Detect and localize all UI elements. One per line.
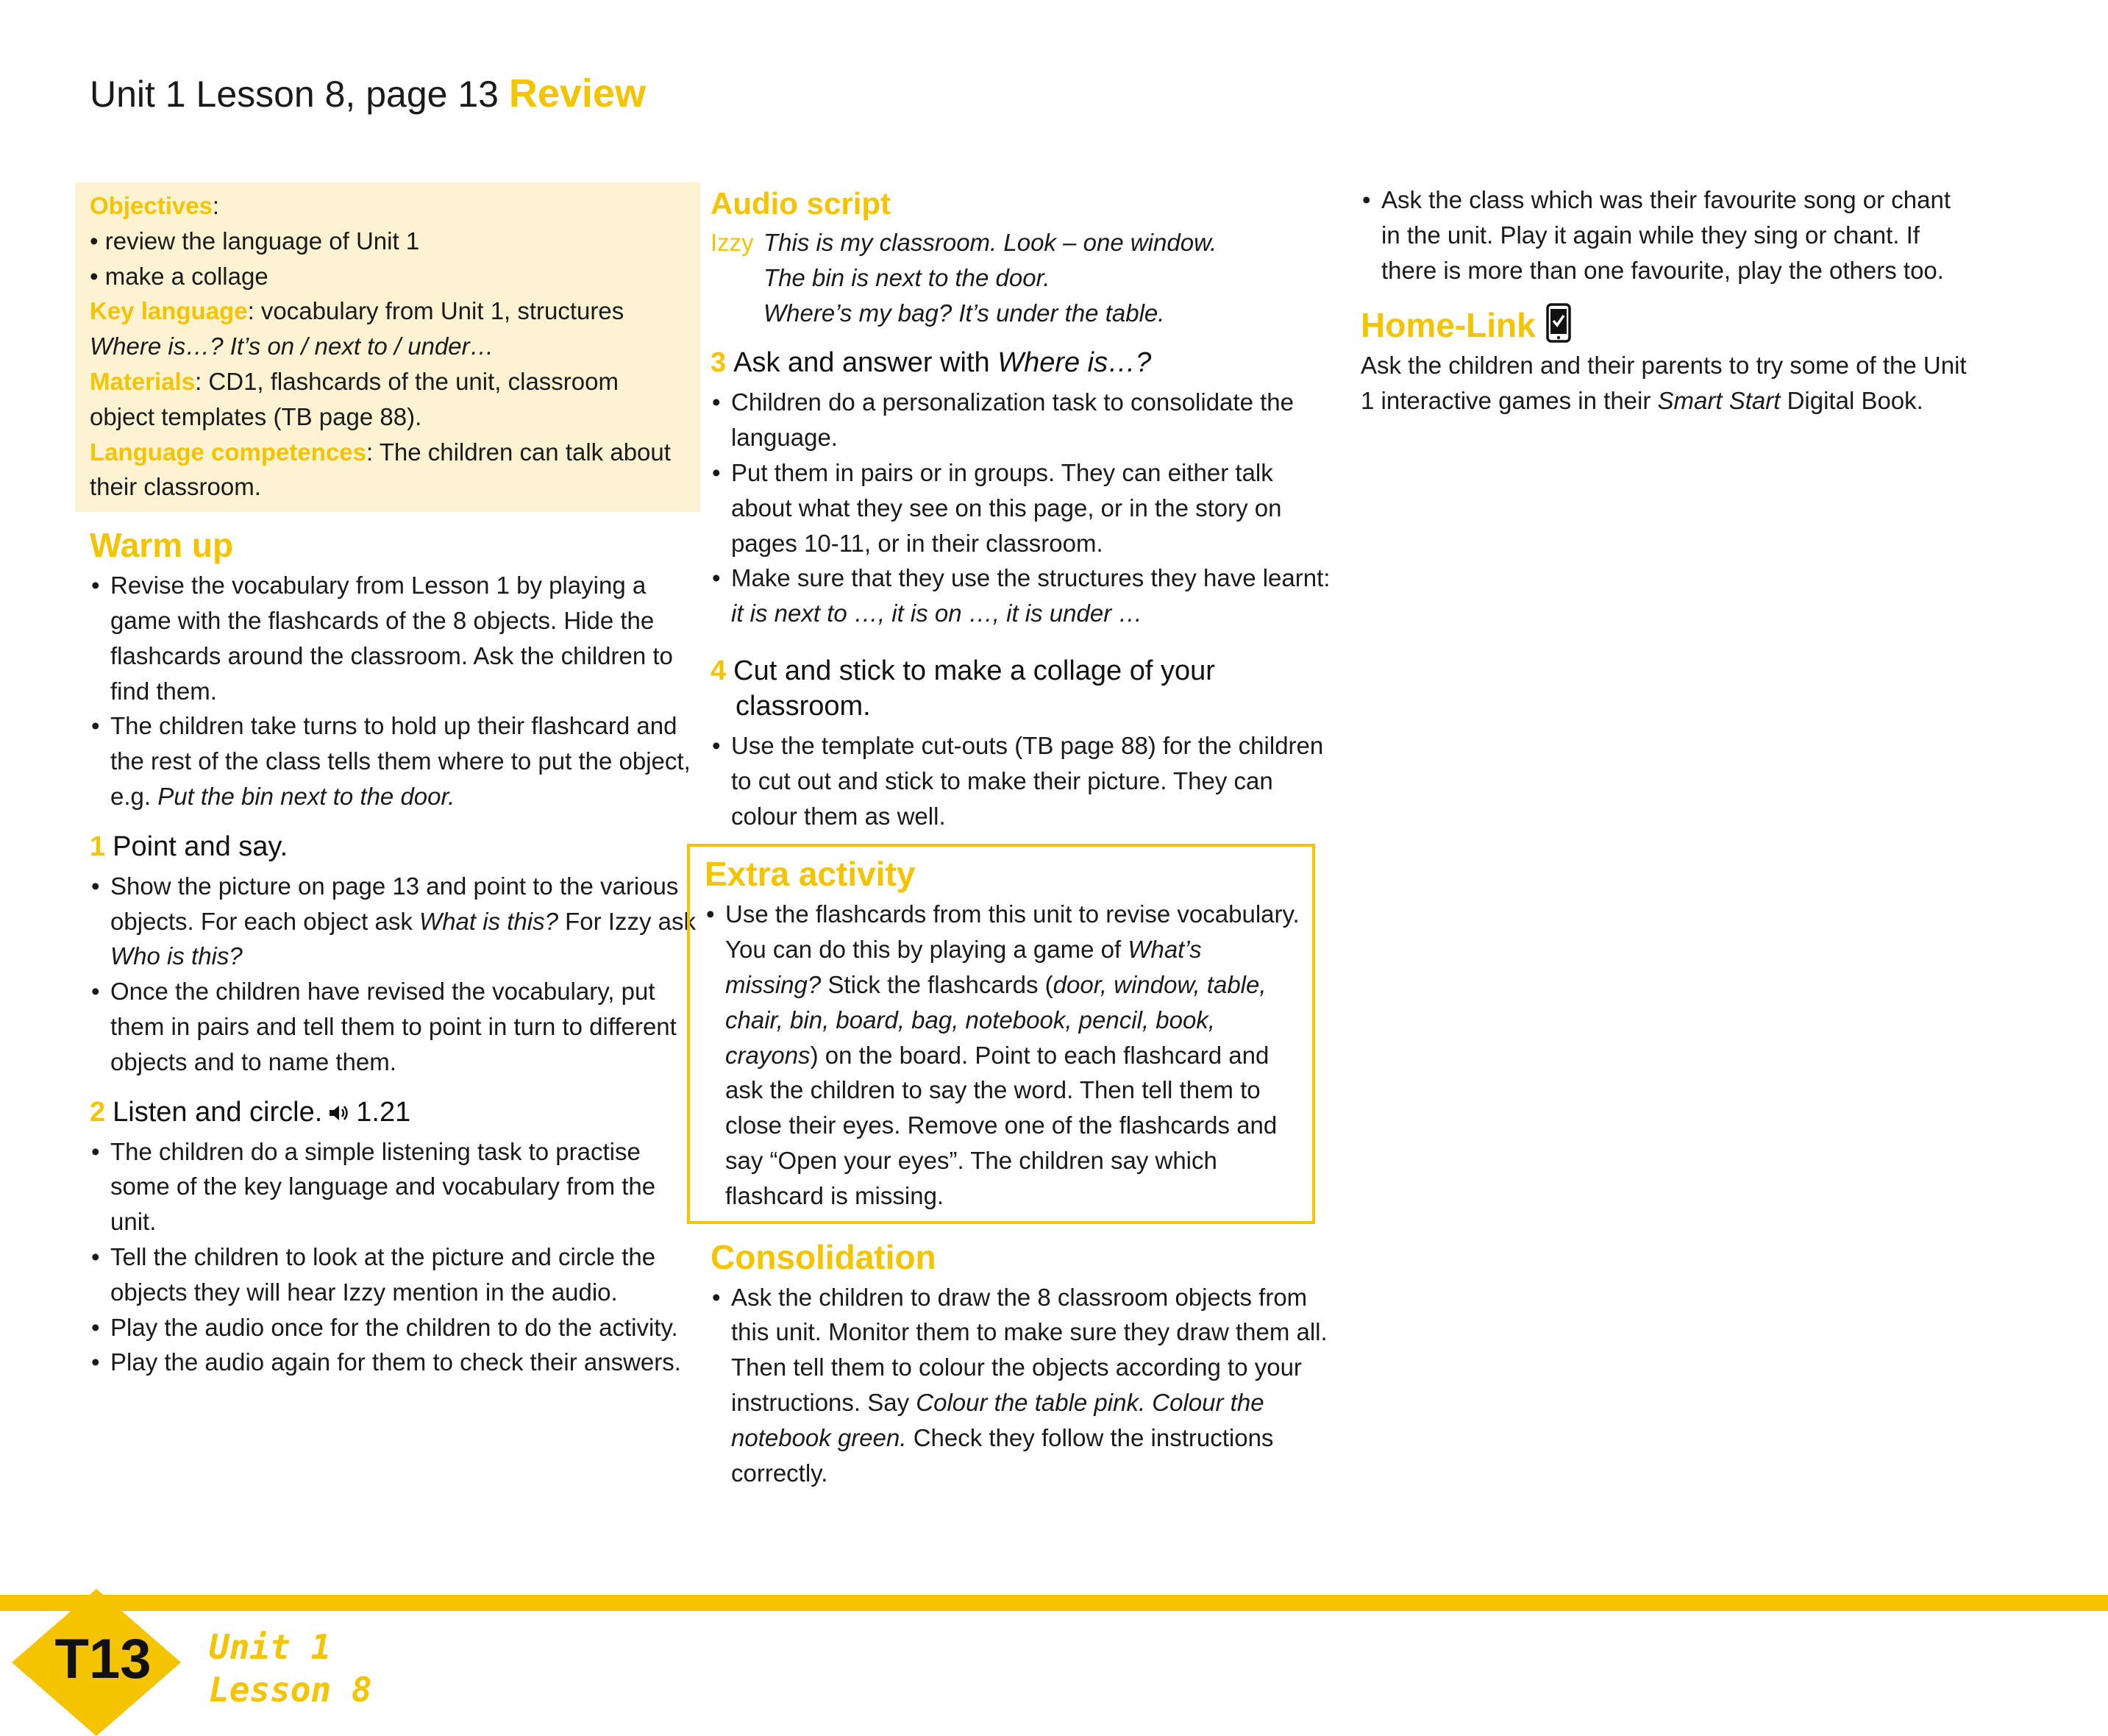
list-item bbox=[90, 1134, 700, 1239]
activity-2-list bbox=[90, 1134, 700, 1381]
list-item bbox=[90, 708, 700, 814]
materials-label: Materials bbox=[90, 367, 196, 395]
text-italic: it is next to …, it is on …, it is under … bbox=[731, 600, 1143, 627]
text: Ask the class which was their favourite song or chant in the unit. Play it again while they sing or chant. If there is more than one favourite, play the others too. bbox=[1381, 186, 1951, 284]
footer-lesson: Lesson 8 bbox=[209, 1670, 372, 1710]
column-middle bbox=[705, 182, 1339, 1490]
warmup-item-2-example: Put the bin next to the door. bbox=[157, 782, 455, 810]
column-left bbox=[75, 182, 700, 1380]
consolidation-heading: Consolidation bbox=[711, 1237, 936, 1276]
text: Digital Book. bbox=[1780, 387, 1923, 415]
warmup-list bbox=[90, 568, 700, 814]
list-item bbox=[90, 1345, 700, 1380]
homelink-heading bbox=[1361, 302, 1971, 348]
script-speaker-spacer bbox=[711, 296, 763, 331]
text: Children do a personalization task to consolidate the language. bbox=[731, 388, 1294, 452]
text: ) on the board. Point to each flashcard and ask the children to say the word. Then tell them to close their eyes. Remove one of the flashcards and say “Open your eyes”. The children say which flashcard is missing. bbox=[725, 1041, 1278, 1209]
objectives-heading: Objectives: bbox=[90, 192, 220, 219]
objectives-box bbox=[75, 182, 700, 512]
objective-item-1: • review the language of Unit 1 bbox=[90, 227, 420, 255]
text: Ask the children and their parents to try some of the Unit 1 interactive games in their bbox=[1361, 352, 1967, 415]
text: Use the flashcards from this unit to revise vocabulary. You can do this by playing a game of bbox=[725, 900, 1300, 964]
objective-item-text: make a collage bbox=[104, 262, 268, 290]
homelink-title: Home-Link bbox=[1361, 306, 1536, 345]
page-title bbox=[90, 72, 646, 115]
extra-activity-heading: Extra activity bbox=[705, 855, 916, 894]
objectives-label: Objectives bbox=[90, 192, 213, 219]
phone-check-icon bbox=[1546, 303, 1571, 343]
activity-2-title: Listen and circle. bbox=[113, 1096, 323, 1128]
column-right bbox=[1361, 182, 1971, 419]
text-italic: Colour the table pink. Colour the notebook green. bbox=[731, 1388, 1264, 1451]
activity-4-list bbox=[711, 728, 1339, 833]
key-language-label: Key language bbox=[90, 297, 248, 325]
list-item bbox=[711, 561, 1339, 631]
page-title-main: Unit 1 Lesson 8, page 13 bbox=[90, 74, 499, 115]
key-language-text: : vocabulary from Unit 1, structures bbox=[247, 297, 624, 325]
objective-item-text: review the language of Unit 1 bbox=[104, 227, 420, 255]
page-title-review: Review bbox=[508, 71, 646, 115]
consolidation-list bbox=[711, 1280, 1339, 1491]
text: Ask the children to draw the 8 classroom objects from this unit. Monitor them to make sure they draw them all. Then tell them to colour the objects according to your instructions. Say bbox=[731, 1283, 1328, 1416]
list-item bbox=[711, 385, 1339, 455]
list-item bbox=[1361, 182, 1971, 288]
warmup-item-2: The children take turns to hold up their flashcard and the rest of the class tells them where to put the object, e.g. bbox=[110, 712, 691, 810]
extra-activity-box bbox=[687, 844, 1315, 1223]
warmup-item-1: Revise the vocabulary from Lesson 1 by playing a game with the flashcards of the 8 objects. Hide the flashcards around the classroom. Ask the children to find them. bbox=[110, 572, 673, 705]
warmup-heading: Warm up bbox=[90, 526, 234, 565]
activity-1-list bbox=[90, 869, 700, 1080]
competences-label: Language competences bbox=[90, 438, 366, 466]
key-language-structures bbox=[90, 329, 686, 364]
left-body bbox=[75, 522, 700, 1380]
activity-3-title: Ask and answer with bbox=[733, 347, 998, 379]
script-line-3 bbox=[711, 296, 1339, 331]
text: Use the template cut-outs (TB page 88) for the children to cut out and stick to make their picture. They can colour them as well. bbox=[731, 731, 1324, 830]
list-item bbox=[90, 568, 700, 708]
footer-unit: Unit 1 bbox=[209, 1627, 332, 1667]
script-speaker-spacer bbox=[711, 260, 763, 296]
list-item bbox=[90, 869, 700, 974]
text: Once the children have revised the vocabulary, put them in pairs and tell them to point in turn to different objects and to name them. bbox=[110, 978, 677, 1075]
text: Show the picture on page 13 and point to the various objects. For each object ask bbox=[110, 872, 679, 935]
text-italic: Who is this? bbox=[110, 942, 243, 970]
activity-2-heading bbox=[90, 1095, 700, 1130]
text: Play the audio again for them to check their answers. bbox=[110, 1348, 681, 1376]
text-italic: Smart Start bbox=[1657, 387, 1781, 415]
text: For Izzy ask bbox=[558, 907, 696, 935]
list-item bbox=[90, 974, 700, 1079]
script-speaker: Izzy bbox=[711, 229, 754, 256]
list-item bbox=[711, 455, 1339, 561]
script-line-2 bbox=[711, 260, 1339, 296]
list-item bbox=[711, 728, 1339, 833]
activity-3-heading bbox=[711, 345, 1339, 380]
key-language-structures-text: Where is…? It’s on / next to / under… bbox=[90, 332, 494, 360]
activity-3-title-italic: Where is…? bbox=[997, 347, 1152, 379]
text-italic: door, window, table, chair, bin, board, bag, notebook, pencil, book, crayons bbox=[725, 970, 1267, 1069]
script-line-1 bbox=[711, 225, 1339, 260]
homelink-text bbox=[1361, 348, 1971, 419]
text: Play the audio once for the children to do the activity. bbox=[110, 1313, 678, 1341]
activity-4-number: 4 bbox=[711, 655, 727, 686]
language-competences bbox=[90, 435, 686, 505]
text-italic: What’s missing? bbox=[725, 936, 1202, 998]
activity-2-number: 2 bbox=[90, 1096, 106, 1128]
footer-rule bbox=[0, 1595, 2108, 1611]
list-item bbox=[90, 1310, 700, 1345]
text-italic: What is this? bbox=[419, 907, 558, 935]
script-text: This is my classroom. Look – one window. bbox=[763, 229, 1217, 256]
script-text: The bin is next to the door. bbox=[763, 263, 1050, 291]
activity-1-number: 1 bbox=[90, 830, 106, 862]
activity-3-number: 3 bbox=[711, 347, 727, 379]
text: Check they follow the instructions correctly. bbox=[731, 1423, 1274, 1487]
extra-activity-list bbox=[705, 897, 1302, 1213]
text: Tell the children to look at the picture and circle the objects they will hear Izzy mention in the audio. bbox=[110, 1242, 656, 1306]
list-item bbox=[705, 897, 1302, 1213]
materials-text: : CD1, flashcards of the unit, classroom object templates (TB page 88). bbox=[90, 367, 619, 430]
text: The children do a simple listening task to practise some of the key language and vocabulary from the unit. bbox=[110, 1137, 656, 1236]
competences-text: : The children can talk about their classroom. bbox=[90, 438, 671, 501]
activity-4-heading bbox=[711, 653, 1339, 724]
text: Put them in pairs or in groups. They can either talk about what they see on this page, or in the story on pages 10-11, or in their classroom. bbox=[731, 458, 1282, 557]
text: Make sure that they use the structures they have learnt: bbox=[731, 564, 1331, 592]
footer-unit-lesson bbox=[209, 1626, 372, 1711]
activity-4-title: Cut and stick to make a collage of your bbox=[733, 655, 1215, 686]
script-text: Where’s my bag? It’s under the table. bbox=[763, 299, 1165, 327]
list-item bbox=[90, 1239, 700, 1310]
materials bbox=[90, 364, 686, 435]
key-language bbox=[90, 294, 686, 329]
speaker-icon bbox=[328, 1103, 350, 1123]
activity-1-title: Point and say. bbox=[113, 830, 288, 862]
page-code: T13 bbox=[54, 1628, 152, 1690]
song-list bbox=[1361, 182, 1971, 288]
audio-track-number: 1.21 bbox=[356, 1096, 411, 1128]
objective-item-2: • make a collage bbox=[90, 262, 268, 290]
activity-1-heading bbox=[90, 829, 700, 864]
activity-3-list bbox=[711, 385, 1339, 631]
audio-script-heading: Audio script bbox=[711, 186, 891, 221]
activity-4-title-cont: classroom. bbox=[736, 690, 871, 722]
list-item bbox=[711, 1280, 1339, 1491]
text: Stick the flashcards ( bbox=[821, 970, 1053, 998]
